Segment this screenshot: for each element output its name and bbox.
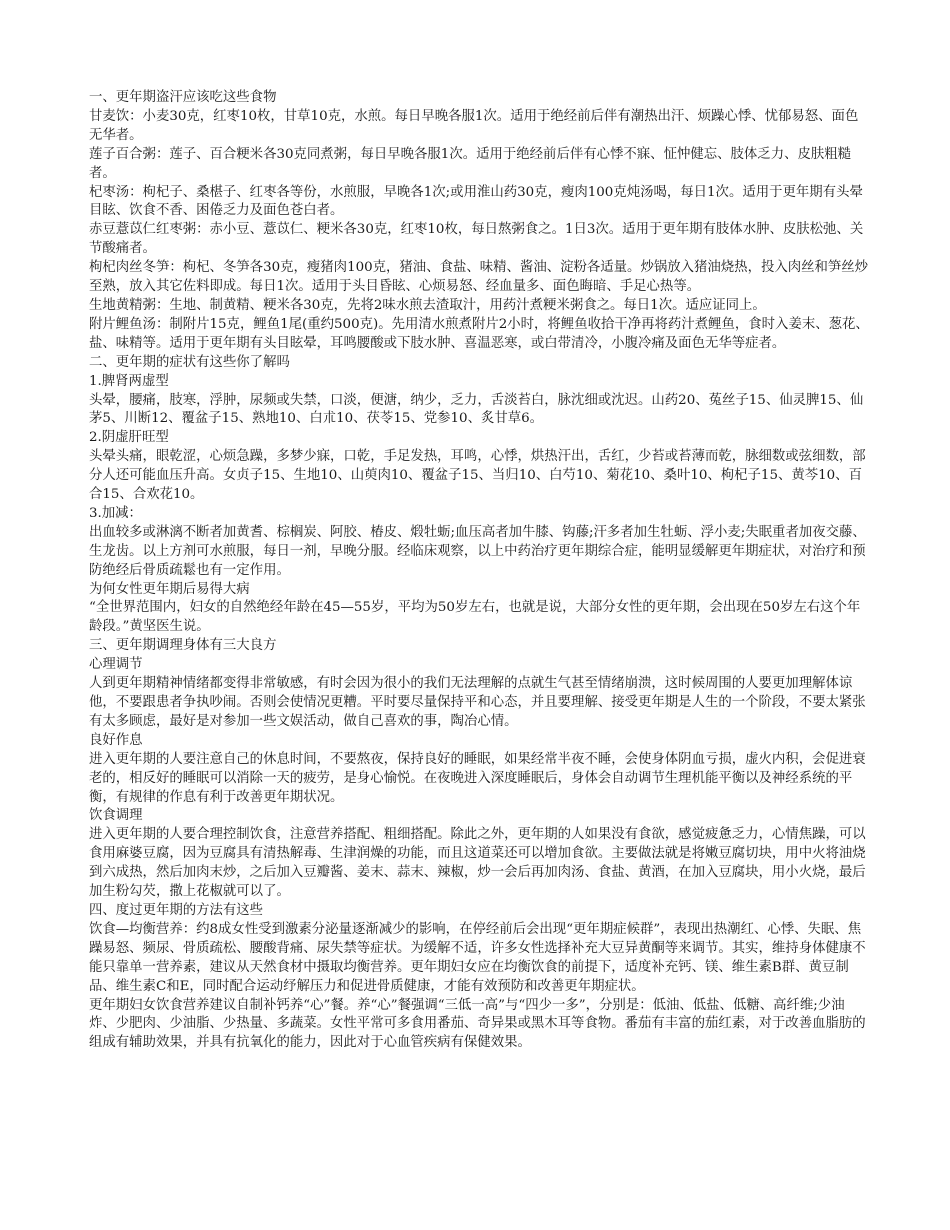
paragraph-rehmannia-porridge: 生地黄精粥：生地、制黄精、粳米各30克，先将2味水煎去渣取汁，用药汁煮粳米粥食之。每日1次。适应证同上。: [89, 297, 766, 313]
paragraph-quote: “全世界范围内，妇女的自然绝经年龄在45—55岁，平均为50岁左右，也就是说，大部分女性的更年期，会出现在50岁左右这个年龄段。”黄坚医生说。: [89, 600, 861, 635]
document-body: [89, 89, 869, 1053]
section-heading-3: 三、更年期调理身体有三大良方: [89, 638, 277, 654]
paragraph-goji-bamboo-shoot: 枸杞肉丝冬笋：枸杞、冬笋各30克，瘦猪肉100克，猪油、食盐、味精、酱油、淀粉各适量。炒锅放入猪油烧热，投入肉丝和笋丝炒至熟，放入其它佐料即成。每日1次。适用于头目昏眩、心烦易怒、经血量多、面色晦暗、手足心热等。: [89, 260, 869, 295]
section-heading-2: 二、更年期的症状有这些你了解吗: [89, 354, 290, 370]
paragraph-yin-liver: 头晕头痛，眼乾涩，心烦急躁，多梦少寐，口乾，手足发热，耳鸣，心悸，烘热汗出，舌红，少苔或苔薄而乾，脉细数或弦细数，部分人还可能血压升高。女贞子15、生地10、山萸肉10、覆盆子15、当归10、白芍10、菊花10、桑叶10、枸杞子15、黄芩10、百合15、合欢花10。: [89, 449, 866, 503]
paragraph-redbean-porridge: 赤豆薏苡仁红枣粥：赤小豆、薏苡仁、粳米各30克，红枣10枚，每日熬粥食之。1日3次。适用于更年期有肢体水肿、皮肤松弛、关节酸痛者。: [89, 222, 864, 257]
paragraph-ganmai-drink: 甘麦饮：小麦30克，红枣10枚，甘草10克，水煎。每日早晚各服1次。适用于绝经前后伴有潮热出汗、烦躁心悸、忧郁易怒、面色无华者。: [89, 108, 859, 143]
section-heading-4: 四、度过更年期的方法有这些: [89, 902, 264, 918]
paragraph-lotus-lily-porridge: 莲子百合粥：莲子、百合粳米各30克同煮粥，每日早晚各服1次。适用于绝经前后伴有心悸不寐、怔忡健忘、肢体乏力、皮肤粗糙者。: [89, 146, 852, 181]
paragraph-carp-soup: 附片鲤鱼汤：制附片15克，鲤鱼1尾(重约500克)。先用清水煎煮附片2小时，将鲤鱼收拾干净再将药汁煮鲤鱼，食时入姜末、葱花、盐、味精等。适用于更年期有头目眩晕，耳鸣腰酸或下肢水肿、喜温恶寒，或白带清冷，小腹冷痛及面色无华等症者。: [89, 316, 869, 351]
paragraph-spleen-kidney: 头晕，腰痛，肢寒，浮肿，尿频或失禁，口淡，便溏，纳少，乏力，舌淡苔白，脉沈细或沈迟。山药20、菟丝子15、仙灵脾15、仙茅5、川断12、覆盆子15、熟地10、白朮10、茯苓15、党参10、炙甘草6。: [89, 392, 864, 427]
paragraph-heart-meal: 更年期妇女饮食营养建议自制补钙养“心”餐。养“心”餐强调“三低一高”与“四少一多”，分别是：低油、低盐、低糖、高纤维;少油炸、少肥肉、少油脂、少热量、多蔬菜。女性平常可多食用番茄、奇异果或黑木耳等食物。番茄有丰富的茄红素，对于改善血脂肪的组成有辅助效果，并具有抗氧化的能力，因此对于心血管疾病有保健效果。: [89, 997, 866, 1051]
subheading-modifications: 3.加减：: [89, 505, 142, 521]
paragraph-mental: 人到更年期精神情绪都变得非常敏感，有时会因为很小的我们无法理解的点就生气甚至情绪崩溃，这时候周围的人要更加理解体谅他，不要跟患者争执吵闹。否则会使情况更糟。平时要尽量保持平和心态，并且要理解、接受更年期是人生的一个阶段，不要太紧张有太多顾虑，最好是对参加一些文娱活动，做自己喜欢的事，陶冶心情。: [89, 676, 866, 729]
paragraph-diet: 进入更年期的人要合理控制饮食，注意营养搭配、粗细搭配。除此之外，更年期的人如果没有食欲，感觉疲惫乏力，心情焦躁，可以食用麻婆豆腐，因为豆腐具有清热解毒、生津润燥的功能，而且这道菜还可以增加食欲。主要做法就是将嫩豆腐切块，用中火将油烧到六成热，然后加肉末炒，之后加入豆瓣酱、姜末、蒜末、辣椒，炒一会后再加肉汤、食盐、黄酒，在加入豆腐块，用小火烧，最后加生粉勾芡，撒上花椒就可以了。: [89, 827, 866, 900]
paragraph-rest: 进入更年期的人要注意自己的休息时间，不要熬夜，保持良好的睡眠，如果经常半夜不睡，会使身体阴血亏损，虚火内积，会促进衰老的，相反好的睡眠可以消除一天的疲劳，是身心愉悦。在夜晚进入深度睡眠后，身体会自动调节生理机能平衡以及神经系统的平衡，有规律的作息有利于改善更年期状况。: [89, 751, 866, 805]
section-heading-1: 一、更年期盗汗应该吃这些食物: [89, 90, 277, 105]
subheading-rest: 良好作息: [89, 732, 143, 748]
subheading-mental: 心理调节: [89, 657, 143, 673]
paragraph-balanced-nutrition: 饮食—均衡营养：约8成女性受到激素分泌量逐渐减少的影响，在停经前后会出现“更年期症候群”，表现出热潮红、心悸、失眠、焦躁易怒、频尿、骨质疏松、腰酸背痛、尿失禁等症状。为缓解不适，许多女性选择补充大豆异黄酮等来调节。其实，维持身体健康不能只靠单一营养素，建议从天然食材中摄取均衡营养。更年期妇女应在均衡饮食的前提下，适度补充钙、镁、维生素B群、黄豆制品、维生素C和E，同时配合运动纾解压力和促进骨质健康，才能有效预防和改善更年期症状。: [89, 921, 866, 994]
subheading-why-illness: 为何女性更年期后易得大病: [89, 581, 250, 597]
subheading-yin-liver: 2.阴虚肝旺型: [89, 430, 169, 446]
subheading-diet: 饮食调理: [89, 808, 143, 824]
paragraph-modifications: 出血较多或淋漓不断者加黄耆、棕榈炭、阿胶、椿皮、煅牡蛎;血压高者加牛膝、钩藤;汗多者加生牡蛎、浮小麦;失眠重者加夜交藤、生龙齿。以上方剂可水煎服，每日一剂，早晚分服。经临床观察，以上中药治疗更年期综合症，能明显缓解更年期症状，对治疗和预防绝经后骨质疏鬆也有一定作用。: [89, 524, 866, 578]
subheading-spleen-kidney: 1.脾肾两虚型: [89, 373, 169, 389]
paragraph-qizao-soup: 杞枣汤：枸杞子、桑椹子、红枣各等份，水煎服，早晚各1次;或用淮山药30克，瘦肉100克炖汤喝，每日1次。适用于更年期有头晕目眩、饮食不香、困倦乏力及面色苍白者。: [89, 184, 863, 219]
